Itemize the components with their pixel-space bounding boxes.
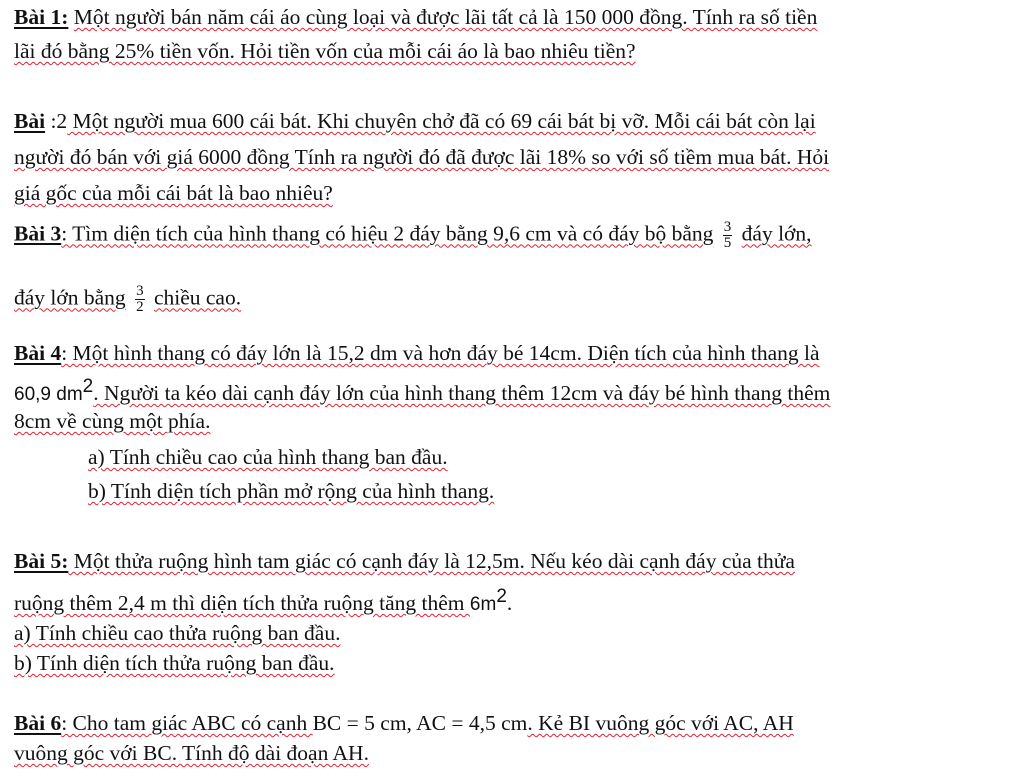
b6-text-1a: : Cho tam giác ABC có cạnh bbox=[61, 711, 313, 735]
b1-line-2 bbox=[14, 38, 636, 64]
b4-part-b bbox=[88, 478, 494, 504]
b6-equation: BC = 5 cm, AC = 4,5 cm bbox=[312, 711, 528, 735]
b5-text-a: a) Tính chiều cao thửa ruộng ban đầu. bbox=[14, 621, 341, 645]
b4-line-2 bbox=[14, 374, 830, 408]
b2-text-3: giá gốc của mỗi cái bát là bao nhiêu? bbox=[14, 181, 333, 205]
b3-text-2b: chiều cao. bbox=[153, 285, 242, 310]
b3-text-1b: đáy lớn, bbox=[741, 221, 812, 246]
b4-text-a: a) Tính chiều cao của hình thang ban đầu. bbox=[88, 445, 448, 469]
b5-label: Bài 5: bbox=[14, 549, 69, 573]
b2-line-2 bbox=[14, 144, 829, 170]
b5-line-1 bbox=[14, 548, 795, 574]
b5-text-b: b) Tính diện tích thửa ruộng ban đầu. bbox=[14, 651, 335, 675]
b2-text-2: người đó bán với giá 6000 đồng Tính ra người đó đã được lãi 18% so với số tiềm mua bát. Hỏi bbox=[14, 145, 830, 169]
b4-text-1: : Một hình thang có đáy lớn là 15,2 dm và hơn đáy bé 14cm. Diện tích của hình thang là bbox=[61, 341, 820, 365]
b5-line-2 bbox=[14, 584, 512, 618]
b4-line-3 bbox=[14, 408, 210, 434]
b1-text-1: Một người bán năm cái áo cùng loại và được lãi tất cả là 150 000 đồng. Tính ra số tiền bbox=[73, 5, 818, 29]
b3-fraction-1: $\frac{3}{5}$ bbox=[723, 219, 732, 251]
b2-line-3 bbox=[14, 180, 333, 206]
b3-label: Bài 3 bbox=[14, 221, 62, 246]
b1-label: Bài 1: bbox=[14, 5, 69, 29]
b6-line-2 bbox=[14, 740, 369, 766]
b4-part-a bbox=[88, 444, 448, 470]
b5-part-a bbox=[14, 620, 340, 646]
b2-label: Bài bbox=[14, 109, 46, 133]
b2-number: :2 bbox=[45, 109, 68, 133]
b5-part-b bbox=[14, 650, 335, 676]
b5-text-2: ruộng thêm 2,4 m thì diện tích thửa ruộng tăng thêm bbox=[14, 591, 470, 616]
b1-line-1 bbox=[14, 4, 817, 30]
b6-text-2: vuông góc với BC. Tính độ dài đoạn AH. bbox=[14, 741, 369, 765]
b4-label: Bài 4 bbox=[14, 341, 62, 365]
b6-text-1b: . Kẻ BI vuông góc với AC, AH bbox=[527, 711, 794, 735]
b2-line-1 bbox=[14, 108, 816, 134]
b6-label: Bài 6 bbox=[14, 711, 62, 735]
b3-text-1a: : Tìm diện tích của hình thang có hiệu 2 đáy bằng 9,6 cm và có đáy bộ bằng bbox=[61, 221, 714, 246]
b3-line-2 bbox=[14, 284, 241, 315]
b2-text-1: Một người mua 600 cái bát. Khi chuyên chở đã có 69 cái bát bị vỡ. Mỗi cái bát còn lại bbox=[67, 109, 816, 133]
b6-line-1 bbox=[14, 710, 794, 736]
b5-area: 6m bbox=[469, 594, 497, 616]
b4-area: 60,9 dm bbox=[14, 384, 83, 406]
b4-text-3: 8cm về cùng một phía. bbox=[14, 409, 211, 433]
b5-period: . bbox=[506, 591, 513, 616]
b4-text-b: b) Tính diện tích phần mở rộng của hình thang. bbox=[88, 479, 495, 503]
b3-text-2a: đáy lớn bằng bbox=[14, 285, 126, 310]
b4-text-2: . Người ta kéo dài cạnh đáy lớn của hình thang thêm 12cm và đáy bé hình thang thêm bbox=[93, 381, 831, 406]
b4-area-exponent: 2 bbox=[82, 376, 94, 397]
b1-text-2: lãi đó bằng 25% tiền vốn. Hỏi tiền vốn của mỗi cái áo là bao nhiêu tiền? bbox=[14, 39, 636, 63]
b5-text-1: Một thửa ruộng hình tam giác có cạnh đáy là 12,5m. Nếu kéo dài cạnh đáy của thửa bbox=[68, 549, 795, 573]
b3-fraction-2: $\frac{3}{2}$ bbox=[136, 283, 144, 315]
b3-line-1 bbox=[14, 220, 812, 251]
b5-area-exponent: 2 bbox=[496, 586, 507, 607]
b4-line-1 bbox=[14, 340, 820, 366]
